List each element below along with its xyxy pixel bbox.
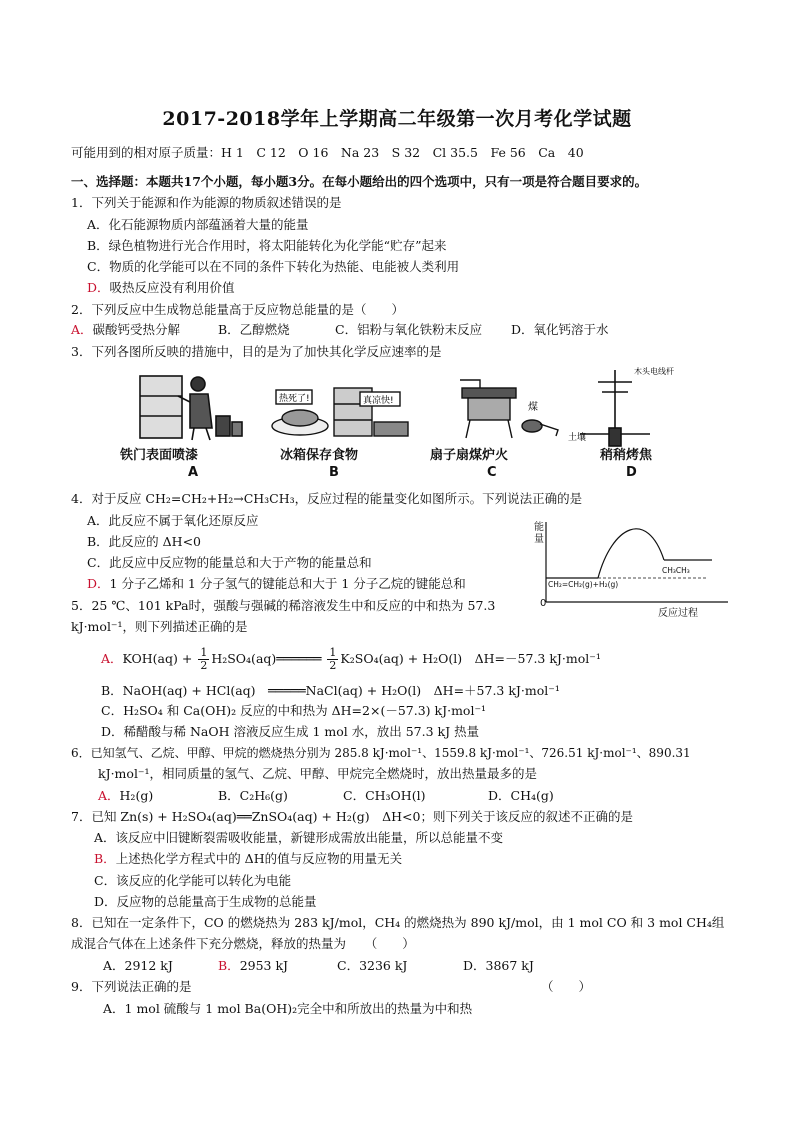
frac-num-2: 1 (329, 646, 337, 659)
q1-option-d-text: 吸热反应没有利用价值 (109, 280, 235, 295)
q6-option-a-letter: A． (98, 788, 120, 803)
q6-option-a (98, 787, 153, 805)
q8-stem-line1: 8．已知在一定条件下，CO 的燃烧热为 283 kJ/mol，CH₄ 的燃烧热为 890 kJ/mol，由 1 mol CO 和 3 mol CH₄组 (71, 915, 725, 930)
energy-diagram-svg (532, 516, 732, 616)
graph-reactant-label: CH₂=CH₂(g)+H₂(g) (548, 580, 619, 589)
q5-a-part3: K₂SO₄(aq) + H₂O(l) ΔH=－57.3 kJ·mol⁻¹ (340, 651, 601, 666)
bubble-right-text: 真凉快! (363, 396, 394, 406)
q8-option-a: A．2912 kJ (103, 958, 173, 973)
q8-option-b (218, 957, 288, 975)
graph-ylabel: 能量 (534, 522, 544, 545)
q1-option-b: B．绿色植物进行光合作用时，将太阳能转化为化学能“贮存”起来 (87, 238, 447, 253)
q4-stem: 4．对于反应 CH₂=CH₂+H₂→CH₃CH₃，反应过程的能量变化如图所示。下列说法正确的是 (71, 491, 583, 506)
picture-b-caption: 冰箱保存食物 (280, 448, 359, 463)
picture-b-letter: B (329, 465, 339, 480)
q4-option-d-letter: D． (87, 576, 110, 591)
q5-a-part1: KOH(aq) + (122, 651, 193, 666)
q6-stem-line1: 6．已知氢气、乙烷、甲醇、甲烷的燃烧热分别为 285.8 kJ·mol⁻¹、1559.8 kJ·mol⁻¹、726.51 kJ·mol⁻¹、890.31 (71, 746, 691, 760)
q1-option-a: A．化石能源物质内部蕴涵着大量的能量 (87, 217, 309, 232)
fraction-half (198, 647, 209, 672)
q6-option-a-value: H₂(g) (119, 788, 154, 803)
q7-option-b-letter: B． (94, 851, 116, 866)
q2-option-a-letter: A． (71, 322, 93, 337)
q1-stem: 1．下列关于能源和作为能源的物质叙述错误的是 (71, 195, 342, 210)
q5-option-a-letter: A． (101, 651, 123, 666)
q6-option-b: B．C₂H₆(g) (218, 788, 288, 803)
picture-d-caption: 稍稍烤焦 (600, 448, 653, 463)
q6-stem-line2: kJ·mol⁻¹，相同质量的氢气、乙烷、甲醇、甲烷完全燃烧时，放出热量最多的是 (98, 766, 538, 781)
q7-option-c: C．该反应的化学能可以转化为电能 (94, 873, 292, 888)
picture-c-letter: C (487, 465, 497, 480)
q5-option-c: C．H₂SO₄ 和 Ca(OH)₂ 反应的中和热为 ΔH=2×(－57.3) kJ·mol⁻¹ (101, 703, 487, 718)
q7-stem: 7．已知 Zn(s) + H₂SO₄(aq)══ZnSO₄(aq) + H₂(g) ΔH<0；则下列关于该反应的叙述不正确的是 (71, 809, 633, 824)
q5-option-d: D．稀醋酸与稀 NaOH 溶液反应生成 1 mol 水，放出 57.3 kJ 热量 (101, 724, 480, 739)
q4-option-b: B．此反应的 ΔH<0 (87, 534, 202, 549)
q5-stem-line1: 5．25 ℃、101 kPa时，强酸与强碱的稀溶液发生中和反应的中和热为 57.3 (71, 598, 496, 613)
q7-option-a: A．该反应中旧键断裂需吸收能量，新键形成需放出能量，所以总能量不变 (94, 830, 504, 845)
q4-option-a: A．此反应不属于氧化还原反应 (87, 513, 259, 528)
q4-option-d (87, 575, 466, 593)
q8-option-b-value: 2953 kJ (239, 958, 289, 973)
q2-stem: 2．下列反应中生成物总能量高于反应物总能量的是（ ） (71, 302, 404, 317)
picture-c-coal-stove (460, 380, 558, 438)
q8-option-d: D．3867 kJ (463, 958, 534, 973)
q7-option-b (94, 850, 402, 868)
q3-pictures (120, 366, 720, 484)
picture-a-letter: A (188, 465, 199, 480)
graph-origin: 0 (540, 598, 547, 609)
q4-option-c: C．此反应中反应物的能量总和大于产物的能量总和 (87, 555, 372, 570)
soil-label: 土壤 (568, 433, 587, 443)
picture-d-pole (580, 370, 650, 446)
pole-label: 木头电线杆 (634, 367, 674, 376)
q5-option-b: B．NaOH(aq) + HCl(aq) ═════NaCl(aq) + H₂O(l) ΔH=＋57.3 kJ·mol⁻¹ (101, 683, 560, 698)
q1-option-d (87, 279, 235, 297)
q8-option-b-letter: B． (218, 958, 240, 973)
q4-energy-graph (532, 516, 732, 619)
q7-option-d: D．反应物的总能量高于生成物的总能量 (94, 894, 317, 909)
q2-option-d: D．氧化钙溶于水 (511, 322, 609, 337)
picture-c-caption: 扇子扇煤炉火 (430, 448, 509, 463)
q5-a-part2: H₂SO₄(aq)══════ (211, 651, 322, 666)
picture-a-caption: 铁门表面喷漆 (120, 448, 199, 463)
q7-option-b-text: 上述热化学方程式中的 ΔH的值与反应物的用量无关 (115, 851, 403, 866)
q1-option-d-letter: D． (87, 280, 110, 295)
page-title: 2017-2018学年上学期高二年级第一次月考化学试题 (162, 108, 632, 130)
q2-option-b: B．乙醇燃烧 (218, 322, 290, 337)
fraction-half-2 (327, 647, 338, 672)
bubble-left-text: 热死了! (279, 394, 310, 404)
section-heading: 一、选择题：本题共17个小题，每小题3分。在每小题给出的四个选项中，只有一项是符合题目要求的。 (71, 174, 648, 189)
picture-d-letter: D (626, 465, 637, 480)
q5-option-a (101, 647, 601, 672)
picture-a-painting-gate (140, 376, 242, 440)
q5-stem-line2: kJ·mol⁻¹，则下列描述正确的是 (71, 619, 248, 634)
q8-stem-line2: 成混合气体在上述条件下充分燃烧，释放的热量为 （ ） (71, 936, 415, 951)
q9-option-a: A．1 mol 硫酸与 1 mol Ba(OH)₂完全中和所放出的热量为中和热 (103, 1001, 473, 1016)
frac-den: 2 (200, 659, 208, 672)
q1-option-c: C．物质的化学能可以在不同的条件下转化为热能、电能被人类利用 (87, 259, 460, 274)
q6-option-c: C．CH₃OH(l) (343, 788, 426, 803)
q6-option-d: D．CH₄(g) (488, 788, 554, 803)
q2-option-a-text: 碳酸钙受热分解 (92, 322, 181, 337)
graph-product-label: CH₃CH₃ (662, 566, 690, 575)
frac-num: 1 (200, 646, 208, 659)
q3-stem: 3．下列各图所反映的措施中，目的是为了加快其化学反应速率的是 (71, 344, 442, 359)
q6-option-a-text (98, 788, 153, 803)
coal-label: 煤 (528, 402, 538, 413)
q2-option-a (71, 321, 180, 339)
q9-stem: 9．下列说法正确的是 (71, 979, 192, 994)
q8-option-c: C．3236 kJ (337, 958, 408, 973)
atomic-masses: 可能用到的相对原子质量：H 1 C 12 O 16 Na 23 S 32 Cl 35.5 Fe 56 Ca 40 (71, 145, 584, 160)
q2-option-c: C．铝粉与氧化铁粉末反应 (335, 322, 483, 337)
q4-option-d-text: 1 分子乙烯和 1 分子氢气的键能总和大于 1 分子乙烷的键能总和 (109, 576, 466, 591)
q9-blank: （ ） (541, 979, 592, 994)
frac-den-2: 2 (329, 659, 337, 672)
graph-xlabel: 反应过程 (658, 608, 698, 619)
